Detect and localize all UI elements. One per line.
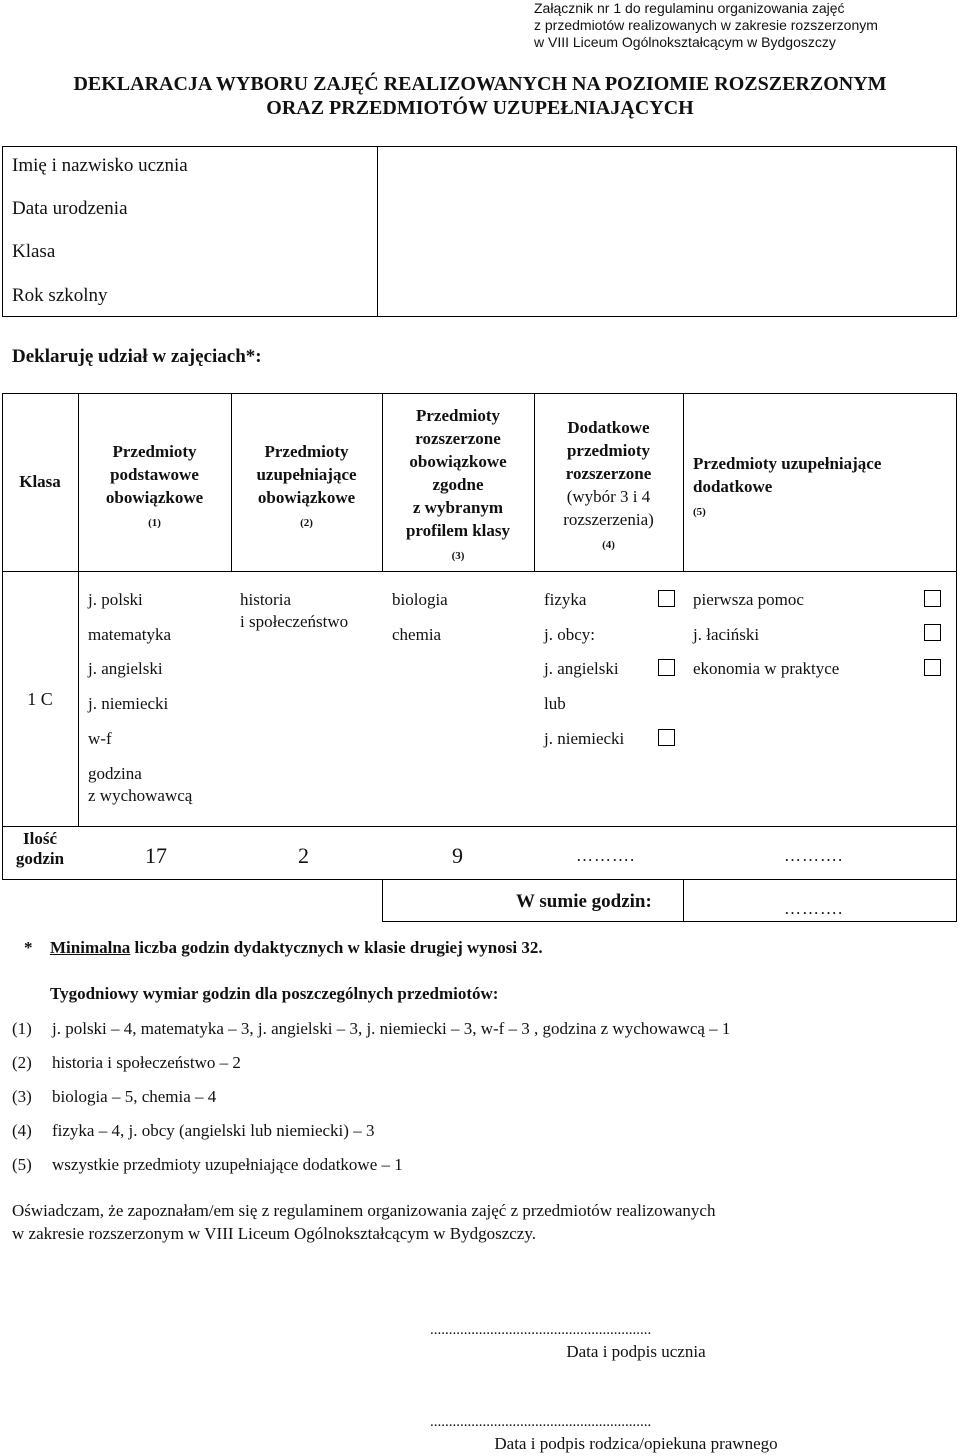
subject-english: j. angielski <box>88 659 163 678</box>
legend-num-2: (2) <box>12 1053 32 1072</box>
subject-chemistry: chemia <box>392 625 442 644</box>
legend-text-3: biologia – 5, chemia – 4 <box>52 1087 217 1106</box>
student-signature-label: Data i podpis ucznia <box>566 1342 706 1361</box>
th-class: Klasa <box>19 472 61 491</box>
field-label-school-year: Rok szkolny <box>12 285 108 306</box>
hours-additional-extended[interactable]: ………. <box>576 846 636 865</box>
subject-math: matematyka <box>88 625 172 644</box>
legend-num-4: (4) <box>12 1121 32 1140</box>
subject-history-2: i społeczeństwo <box>240 612 349 631</box>
field-label-birthdate: Data urodzenia <box>12 198 128 219</box>
footnote-text: Minimalna liczba godzin dydaktycznych w klasie drugiej wynosi 32. <box>50 938 543 957</box>
annex-header <box>534 0 878 51</box>
table-hours-rule <box>2 826 957 827</box>
subject-economics: ekonomia w praktyce <box>693 659 840 678</box>
subject-biology: biologia <box>392 590 448 609</box>
th-complementary-subjects: Przedmioty uzupełniające obowiązkowe (2) <box>256 442 357 529</box>
legend-text-2: historia i społeczeństwo – 2 <box>52 1053 241 1072</box>
sum-divider <box>683 879 684 922</box>
footnote-star: * <box>24 938 33 957</box>
subject-english-extended: j. angielski <box>544 659 619 678</box>
th-extended-profile-subjects: Przedmioty rozszerzone obowiązkowe zgodne z wybranym profilem klasy (3) <box>405 406 511 562</box>
latin-checkbox[interactable] <box>924 624 941 641</box>
th-additional-complementary-subjects: Przedmioty uzupełniające dodatkowe (5) <box>693 454 882 518</box>
table-header-rule <box>2 571 957 572</box>
statement-line-2: w zakresie rozszerzonym w VIII Liceum Ogólnokształcącym w Bydgoszczy. <box>12 1224 536 1243</box>
legend-text-4: fizyka – 4, j. obcy (angielski lub niemiecki) – 3 <box>52 1121 375 1140</box>
physics-checkbox[interactable] <box>658 590 675 607</box>
subject-german-extended: j. niemiecki <box>544 729 625 748</box>
statement-line-1: Oświadczam, że zapoznałam/em się z regulaminem organizowania zajęć z przedmiotów realizowanych <box>12 1201 716 1220</box>
annex-line-1: Załącznik nr 1 do regulaminu organizowania zajęć <box>534 0 845 16</box>
col-divider-body <box>78 571 79 826</box>
doc-title-line-2: ORAZ PRZEDMIOTÓW UZUPEŁNIAJĄCYCH <box>266 97 694 119</box>
subject-german: j. niemiecki <box>88 694 169 713</box>
economics-checkbox[interactable] <box>924 659 941 676</box>
weekly-hours-heading: Tygodniowy wymiar godzin dla poszczególnych przedmiotów: <box>50 984 499 1003</box>
subject-physics: fizyka <box>544 590 587 609</box>
hours-label: Ilość godzin <box>15 829 65 868</box>
student-info-input[interactable] <box>378 147 956 316</box>
foreign-language-label: j. obcy: <box>544 625 595 644</box>
legend-text-5: wszystkie przedmioty uzupełniające dodatkowe – 1 <box>52 1155 403 1174</box>
german-extended-checkbox[interactable] <box>658 729 675 746</box>
annex-line-2: z przedmiotów realizowanych w zakresie rozszerzonym <box>534 17 878 33</box>
hours-complementary: 2 <box>298 843 309 868</box>
class-label: 1 C <box>27 689 53 709</box>
or-label: lub <box>544 694 566 713</box>
sum-box <box>382 879 957 922</box>
parent-signature-line[interactable]: ........................................................... <box>430 1414 652 1430</box>
subject-homeroom-1: godzina <box>88 764 142 783</box>
sum-value[interactable]: ………. <box>784 899 844 918</box>
legend-num-1: (1) <box>12 1019 32 1038</box>
annex-line-3: w VIII Liceum Ogólnokształcącym w Bydgoszczy <box>534 34 836 50</box>
sum-label: W sumie godzin: <box>516 891 652 912</box>
first-aid-checkbox[interactable] <box>924 590 941 607</box>
english-extended-checkbox[interactable] <box>658 659 675 676</box>
student-signature-line[interactable]: ........................................................... <box>430 1322 652 1338</box>
hours-extended: 9 <box>452 843 463 868</box>
field-label-class: Klasa <box>12 241 56 262</box>
parent-signature-label: Data i podpis rodzica/opiekuna prawnego <box>494 1434 778 1453</box>
subject-latin: j. łaciński <box>693 625 760 644</box>
declare-label: Deklaruję udział w zajęciach*: <box>12 346 262 367</box>
subject-homeroom-2: z wychowawcą <box>88 786 193 805</box>
th-additional-extended-subjects: Dodatkowe przedmioty rozszerzone (wybór 3 i 4 rozszerzenia) (4) <box>563 418 654 551</box>
subject-first-aid: pierwsza pomoc <box>693 590 804 609</box>
hours-additional-complementary[interactable]: ………. <box>784 846 844 865</box>
subject-history-1: historia <box>240 590 291 609</box>
legend-num-3: (3) <box>12 1087 32 1106</box>
th-basic-subjects: Przedmioty podstawowe obowiązkowe (1) <box>105 442 204 529</box>
field-label-name: Imię i nazwisko ucznia <box>12 155 188 176</box>
hours-basic: 17 <box>145 843 167 868</box>
subject-polish: j. polski <box>88 590 143 609</box>
doc-title-line-1: DEKLARACJA WYBORU ZAJĘĆ REALIZOWANYCH NA POZIOMIE ROZSZERZONYM <box>73 73 887 95</box>
legend-text-1: j. polski – 4, matematyka – 3, j. angielski – 3, j. niemiecki – 3, w-f – 3 , godzina z wychowawcą – 1 <box>52 1019 731 1038</box>
legend-num-5: (5) <box>12 1155 32 1174</box>
subject-pe: w-f <box>88 729 112 748</box>
